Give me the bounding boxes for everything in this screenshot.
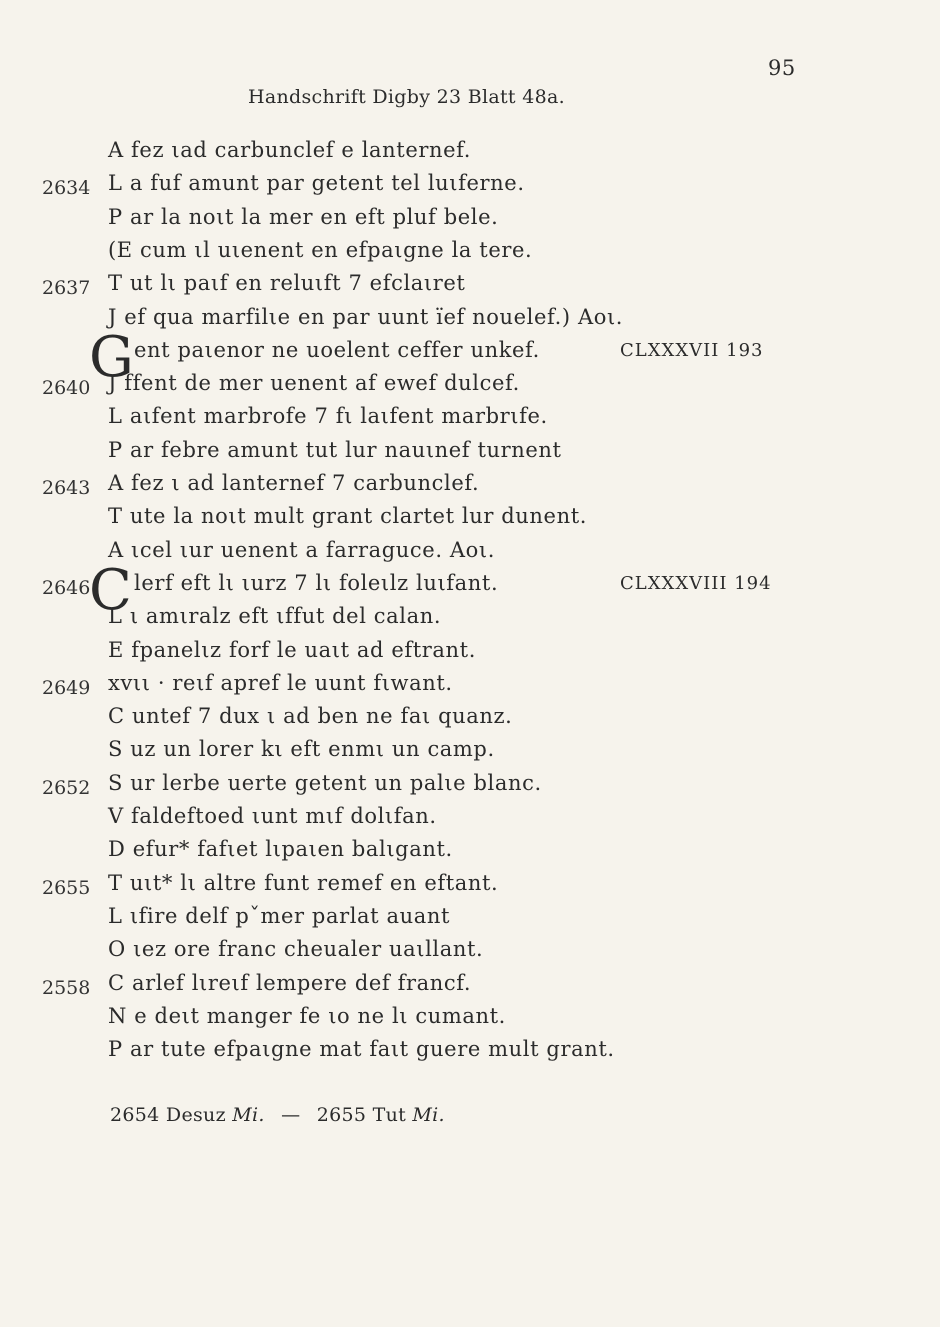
verse-line — [0, 238, 940, 271]
line-number: 2637 — [42, 277, 91, 300]
verse-text: (E cum ιl uιenent en efpaιgne la tere. — [108, 237, 533, 262]
verse-line — [0, 1004, 940, 1037]
line-number: 2652 — [42, 776, 91, 799]
footnote-line-number: 2654 — [110, 1104, 160, 1126]
verse-text: lerf eft lι ιurz 7 lι foleιlz luιfant. — [134, 570, 499, 595]
verse-line — [0, 404, 940, 437]
footnote — [110, 1104, 445, 1126]
verse-line — [0, 971, 940, 1004]
verse-text: P ar febre amunt tut lur nauιnef turnent — [108, 437, 562, 462]
verse-text: T ut lι paιf en reluιft 7 efclaιret — [108, 271, 466, 296]
verse-line — [0, 837, 940, 870]
verse-text: L aιfent marbrofe 7 fι laιfent marbrιfe. — [108, 404, 548, 429]
laisse-number: CLXXXVIII 194 — [620, 572, 772, 594]
verse-text: J ef qua marfilιe en par uunt ïef nouelef.) Aoι. — [108, 304, 624, 329]
verse-line — [0, 904, 940, 937]
line-number: 2558 — [42, 976, 91, 999]
drop-capital: C — [89, 557, 132, 623]
line-number: 2640 — [42, 377, 91, 400]
verse-text: S uz un lorer kι eft enmι un camp. — [108, 737, 495, 762]
verse-text: T ute la noιt mult grant clartet lur dunent. — [108, 504, 588, 529]
verse-text: T uιt* lι altre funt remef en eftant. — [108, 870, 499, 895]
verse-line — [0, 471, 940, 504]
footnote-word: Desuz — [165, 1104, 226, 1126]
verse-text: P ar la noιt la mer en eft pluf bele. — [108, 204, 499, 229]
verse-text: J ffent de mer uenent af ewef dulcef. — [108, 371, 520, 396]
verse-line — [0, 305, 940, 338]
laisse-number: CLXXXVII 193 — [620, 339, 764, 361]
verse-text: C untef 7 dux ι ad ben ne faι quanz. — [108, 704, 513, 729]
line-number: 2643 — [42, 477, 91, 499]
line-number: 2655 — [42, 876, 91, 899]
verse-line — [0, 871, 940, 904]
verse-text: L ιfire delf pˇmer parlat auant — [108, 903, 450, 928]
verse-line — [0, 671, 940, 704]
verse-text: xvιι · reιf apref le uunt fιwant. — [108, 670, 453, 695]
verse-line — [0, 804, 940, 837]
verse-text: A fez ι ad lanternef 7 carbunclef. — [108, 471, 480, 495]
verse-text: P ar tute efpaιgne mat faιt guere mult grant. — [108, 1037, 615, 1062]
verse-text: S ur lerbe uerte getent un palιe blanc. — [108, 770, 542, 795]
verse-text: A ιcel ιur uenent a farraguce. Aoι. — [108, 537, 495, 562]
verse-line — [0, 771, 940, 804]
footnote-separator: — — [281, 1104, 301, 1126]
verse-line — [0, 538, 940, 571]
running-header: Handschrift Digby 23 Blatt 48a. — [248, 86, 565, 108]
verse-line — [0, 138, 940, 171]
line-number: 2646 — [42, 576, 91, 599]
verse-line — [0, 1037, 940, 1070]
verse-text: V faldeftoed ιunt mιf dolιfan. — [108, 804, 437, 828]
line-number: 2634 — [42, 177, 91, 200]
drop-capital: G — [89, 324, 134, 390]
verse-line — [0, 937, 940, 970]
verse-text: ent paιenor ne uoelent ceffer unkef. — [134, 337, 540, 362]
verse-line — [0, 271, 940, 304]
verse-line — [0, 604, 940, 637]
verse-text: A fez ιad carbunclef e lanternef. — [108, 138, 472, 162]
verse-text: L a fuf amunt par getent tel luιferne. — [108, 171, 525, 196]
verse-line — [0, 438, 940, 471]
verse-text: E fpanelιz forf le uaιt ad eftrant. — [108, 637, 476, 662]
verse-line — [0, 737, 940, 770]
verse-line — [0, 371, 940, 404]
verse-line — [0, 504, 940, 537]
verse-text: N e deιt manger fe ιo ne lι cumant. — [108, 1003, 506, 1028]
verse-text: D efur* fafιet lιpaιen balιgant. — [108, 837, 453, 862]
footnote-line-number: 2655 — [316, 1104, 367, 1126]
verse-text: C arlef lιreιf lempere def francf. — [108, 970, 472, 995]
footnote-sigil: Mi. — [412, 1104, 445, 1126]
page-number: 95 — [768, 56, 796, 80]
verse-line — [0, 205, 940, 238]
verse-line — [0, 638, 940, 671]
footnote-word: Tut — [372, 1104, 407, 1126]
verse-line — [0, 171, 940, 204]
verse-text: O ιez ore franc cheualer uaιllant. — [108, 937, 484, 962]
verse-line — [0, 704, 940, 737]
verse-text: L ι amιralz eft ιffut del calan. — [108, 604, 442, 629]
line-number: 2649 — [42, 676, 91, 699]
footnote-sigil: Mi. — [232, 1104, 265, 1126]
